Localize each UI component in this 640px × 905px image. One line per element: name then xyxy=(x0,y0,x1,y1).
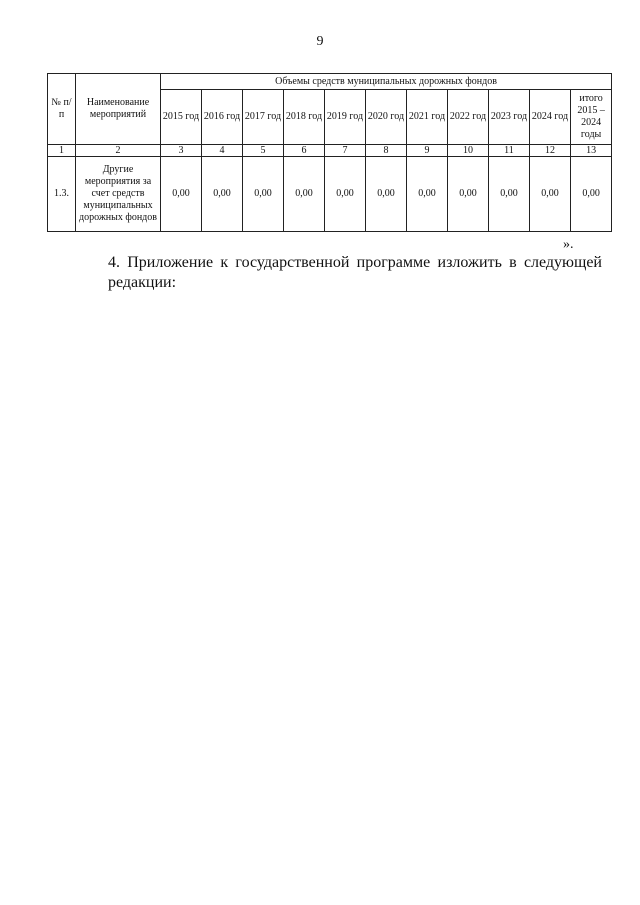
column-number: 10 xyxy=(448,145,489,157)
table-header-row xyxy=(48,74,612,90)
row-value: 0,00 xyxy=(202,157,243,232)
column-number: 1 xyxy=(48,145,76,157)
column-number: 8 xyxy=(366,145,407,157)
paragraph-amendment-continuation: редакции: xyxy=(108,274,177,291)
row-value: 0,00 xyxy=(530,157,571,232)
row-value: 0,00 xyxy=(448,157,489,232)
year-header: 2020 год xyxy=(366,90,407,145)
page-number: 9 xyxy=(316,34,324,49)
column-number: 12 xyxy=(530,145,571,157)
paragraph-amendment: 4. Приложение к государственной программе изложить в следующей xyxy=(108,254,602,271)
row-name: Другие мероприятия за счет средств муниципальных дорожных фондов xyxy=(76,157,161,232)
row-value: 0,00 xyxy=(284,157,325,232)
year-header: 2021 год xyxy=(407,90,448,145)
funds-table xyxy=(47,73,612,232)
row-value: 0,00 xyxy=(489,157,530,232)
row-value: 0,00 xyxy=(161,157,202,232)
column-number: 13 xyxy=(571,145,612,157)
row-value: 0,00 xyxy=(325,157,366,232)
year-header: 2017 год xyxy=(243,90,284,145)
year-header: 2018 год xyxy=(284,90,325,145)
total-header: итого 2015 – 2024 годы xyxy=(571,90,612,145)
year-header: 2019 год xyxy=(325,90,366,145)
year-header: 2022 год xyxy=(448,90,489,145)
column-numbers-row xyxy=(48,145,612,157)
column-number: 3 xyxy=(161,145,202,157)
row-total: 0,00 xyxy=(571,157,612,232)
row-value: 0,00 xyxy=(366,157,407,232)
column-number: 5 xyxy=(243,145,284,157)
year-header: 2015 год xyxy=(161,90,202,145)
column-number: 6 xyxy=(284,145,325,157)
closing-quote: ». xyxy=(563,237,574,252)
year-header: 2016 год xyxy=(202,90,243,145)
funds-group-header: Объемы средств муниципальных дорожных фондов xyxy=(161,74,612,90)
column-number: 2 xyxy=(76,145,161,157)
column-number: 7 xyxy=(325,145,366,157)
year-header: 2024 год xyxy=(530,90,571,145)
column-number: 9 xyxy=(407,145,448,157)
col-name-header: Наименование мероприятий xyxy=(76,74,161,145)
col-number-header: № п/п xyxy=(48,74,76,145)
year-header: 2023 год xyxy=(489,90,530,145)
table-row xyxy=(48,157,612,232)
column-number: 4 xyxy=(202,145,243,157)
row-value: 0,00 xyxy=(407,157,448,232)
column-number: 11 xyxy=(489,145,530,157)
row-value: 0,00 xyxy=(243,157,284,232)
row-number: 1.3. xyxy=(48,157,76,232)
